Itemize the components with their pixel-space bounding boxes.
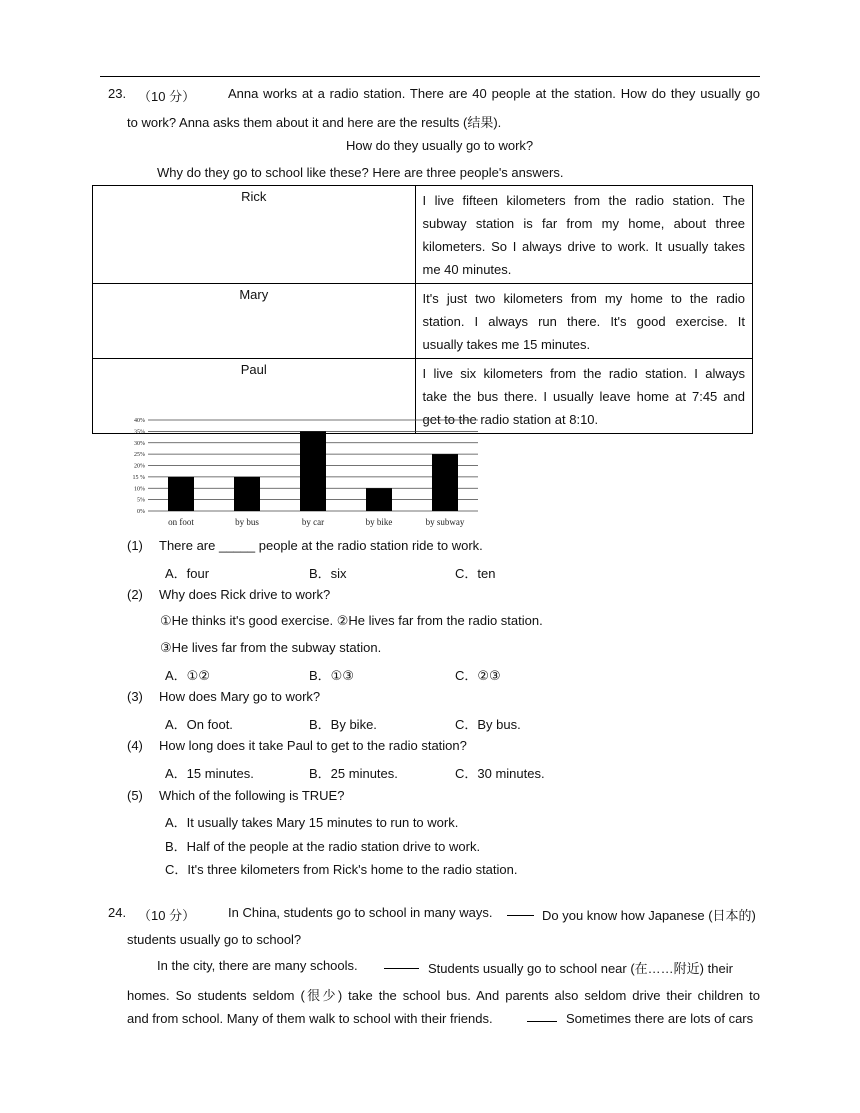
option-b[interactable]: B．six bbox=[309, 566, 347, 581]
y-tick-label: 25% bbox=[134, 452, 145, 459]
answer-line: me 40 minutes. bbox=[422, 262, 512, 277]
answer-line: station. I always run there. It's good exercise. It bbox=[422, 314, 745, 329]
bar-by-bus bbox=[234, 477, 260, 511]
question-number: (2) bbox=[127, 587, 143, 602]
chart-caption: How do they usually go to work? bbox=[346, 138, 534, 153]
y-tick-label: 35% bbox=[134, 429, 145, 436]
answer-line: I live six kilometers from the radio station. I always bbox=[422, 366, 745, 381]
person-name: Rick bbox=[93, 186, 416, 284]
question-text: How long does it take Paul to get to the radio station? bbox=[159, 738, 467, 753]
q24-line1-b: Do you know how Japanese (日本的) bbox=[542, 908, 756, 923]
option-a[interactable]: A．15 minutes. bbox=[165, 766, 254, 781]
option-b[interactable]: B．By bike. bbox=[309, 717, 377, 732]
q24-number: 24. bbox=[108, 905, 127, 920]
question-number: (1) bbox=[127, 538, 143, 553]
x-tick-label: by subway bbox=[425, 517, 465, 527]
y-tick-label: 10% bbox=[134, 486, 145, 493]
question-text: There are _____ people at the radio station ride to work. bbox=[159, 538, 483, 553]
x-tick-label: on foot bbox=[168, 517, 194, 527]
person-answer bbox=[415, 186, 752, 284]
reason-statements-1: ①He thinks it's good exercise. ②He lives far from the radio station. bbox=[160, 613, 543, 628]
top-divider bbox=[100, 76, 760, 77]
answer-line: It's just two kilometers from my home to the radio bbox=[422, 291, 745, 306]
y-tick-label: 30% bbox=[134, 440, 145, 447]
q23-score: （10 分） bbox=[138, 89, 196, 104]
bar-by-subway bbox=[432, 454, 458, 511]
q23-intro-line1: Anna works at a radio station. There are 40 people at the station. How do they usually go bbox=[228, 86, 760, 101]
question-text: Why does Rick drive to work? bbox=[159, 587, 331, 602]
answer-line: subway station is far from my home, about three bbox=[422, 216, 745, 231]
question-number: (4) bbox=[127, 738, 143, 753]
y-tick-label: 5% bbox=[137, 497, 145, 504]
question-number: (5) bbox=[127, 788, 143, 803]
option-a[interactable]: A．four bbox=[165, 566, 210, 581]
bar-by-car bbox=[300, 431, 326, 511]
blank-line[interactable] bbox=[384, 968, 419, 969]
person-name: Paul bbox=[93, 359, 416, 434]
option-b[interactable]: B．25 minutes. bbox=[309, 766, 398, 781]
answer-line: kilometers. So I always drive to work. It usually takes bbox=[422, 239, 745, 254]
blank-line[interactable] bbox=[507, 915, 534, 916]
question-text: How does Mary go to work? bbox=[159, 689, 321, 704]
q24-line1-a: In China, students go to school in many ways. bbox=[228, 905, 493, 920]
table-row bbox=[93, 284, 753, 359]
q24-line5-a: and from school. Many of them walk to school with their friends. bbox=[127, 1011, 493, 1026]
table-row bbox=[93, 186, 753, 284]
y-tick-label: 40% bbox=[134, 418, 145, 424]
answer-line: I live fifteen kilometers from the radio station. The bbox=[422, 193, 745, 208]
q24-line3-b: Students usually go to school near (在……附近) their bbox=[428, 961, 733, 976]
question-text: Which of the following is TRUE? bbox=[159, 788, 345, 803]
q24-line4: homes. So students seldom (很少) take the school bus. And parents also seldom drive their children to bbox=[127, 988, 760, 1003]
option-b[interactable]: B．①③ bbox=[309, 668, 354, 683]
answers-table bbox=[92, 185, 753, 434]
y-tick-label: 15 % bbox=[132, 474, 145, 481]
person-answer bbox=[415, 284, 752, 359]
option-c[interactable]: C．②③ bbox=[455, 668, 501, 683]
x-tick-label: by bike bbox=[365, 517, 393, 527]
option-c[interactable]: C．It's three kilometers from Rick's home to the radio station. bbox=[165, 862, 518, 877]
option-a[interactable]: A．①② bbox=[165, 668, 210, 683]
q23-intro-line2: to work? Anna asks them about it and here are the results (结果). bbox=[127, 115, 502, 130]
reason-statements-2: ③He lives far from the subway station. bbox=[160, 640, 382, 655]
q24-line3-a: In the city, there are many schools. bbox=[157, 958, 358, 973]
bar-on-foot bbox=[168, 477, 194, 511]
option-c[interactable]: C．30 minutes. bbox=[455, 766, 545, 781]
x-tick-label: by car bbox=[301, 517, 325, 527]
answer-line: usually takes me 15 minutes. bbox=[422, 337, 591, 352]
q24-line2: students usually go to school? bbox=[127, 932, 302, 947]
answer-line: take the bus there. I usually leave home at 7:45 and bbox=[422, 389, 745, 404]
option-a[interactable]: A．It usually takes Mary 15 minutes to run to work. bbox=[165, 815, 459, 830]
question-number: (3) bbox=[127, 689, 143, 704]
transport-bar-chart bbox=[128, 415, 483, 533]
option-a[interactable]: A．On foot. bbox=[165, 717, 233, 732]
blank-line[interactable] bbox=[527, 1021, 557, 1022]
q24-line5-b: Sometimes there are lots of cars bbox=[566, 1011, 754, 1026]
option-c[interactable]: C．ten bbox=[455, 566, 496, 581]
option-b[interactable]: B．Half of the people at the radio station drive to work. bbox=[165, 839, 481, 854]
y-tick-label: 20% bbox=[134, 463, 145, 470]
q23-number: 23. bbox=[108, 86, 127, 101]
x-tick-label: by bus bbox=[235, 517, 259, 527]
y-tick-label: 0% bbox=[137, 509, 145, 515]
bar-by-bike bbox=[366, 488, 392, 511]
person-name: Mary bbox=[93, 284, 416, 359]
answer-line: get to the radio station at 8:10. bbox=[422, 412, 599, 427]
table-intro: Why do they go to school like these? Here are three people's answers. bbox=[157, 165, 564, 180]
q24-score: （10 分） bbox=[138, 908, 196, 923]
option-c[interactable]: C．By bus. bbox=[455, 717, 521, 732]
